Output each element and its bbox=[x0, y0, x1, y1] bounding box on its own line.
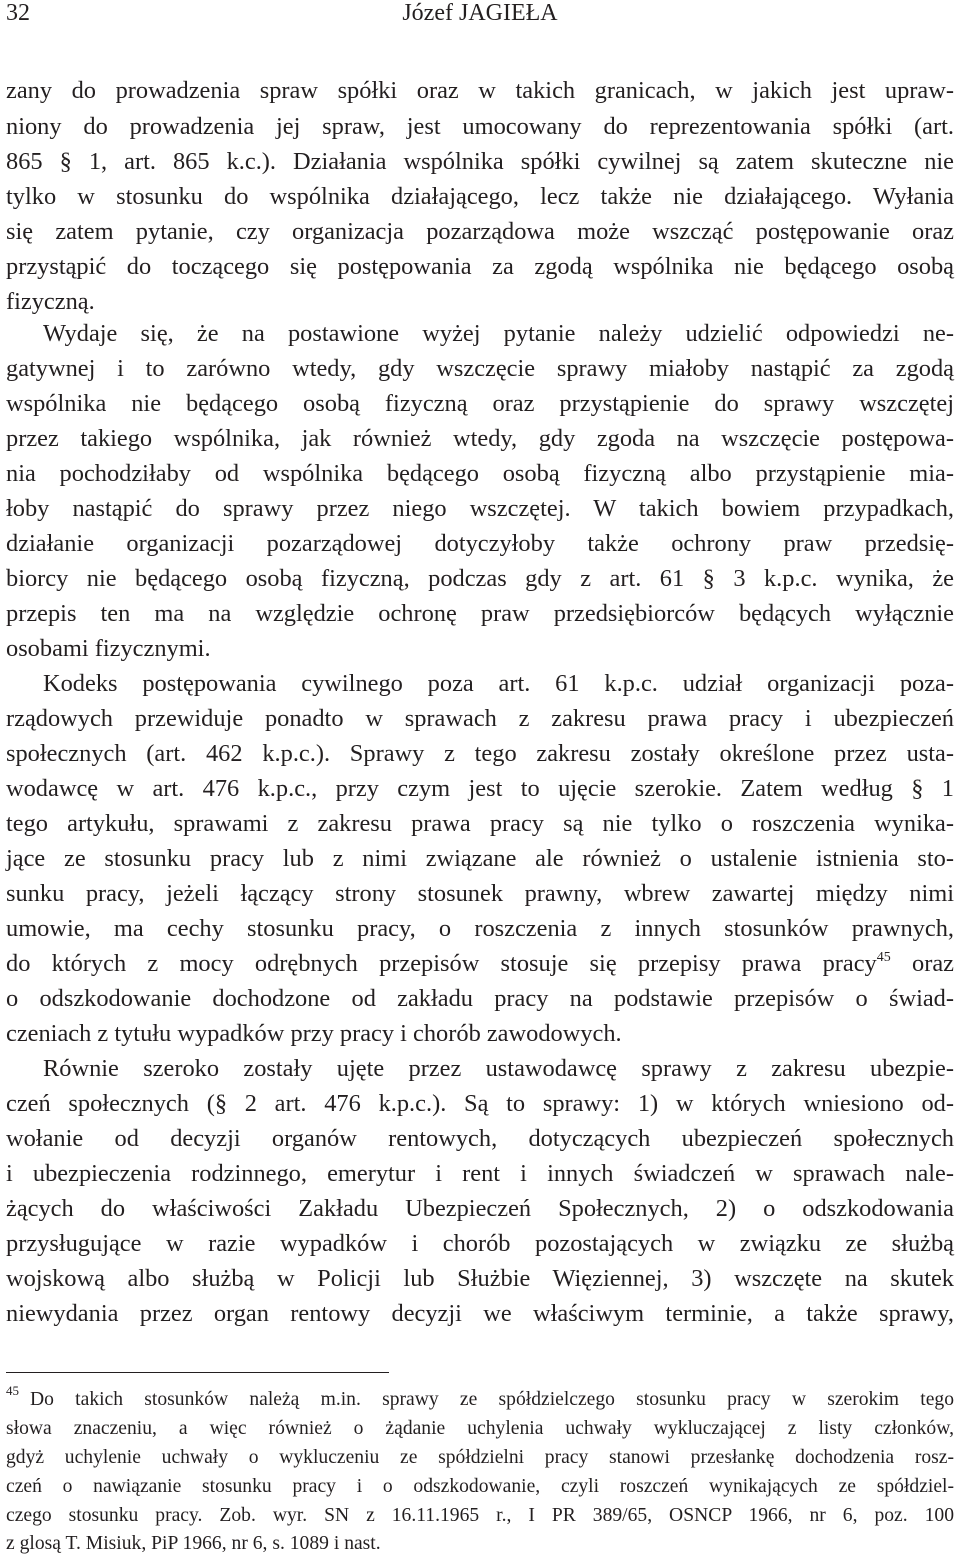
body-line: wodawcę w art. 476 k.p.c., przy czym jest to ujęcie szerokie. Zatem według § 1 bbox=[6, 775, 954, 802]
body-line: czeń społecznych (§ 2 art. 476 k.p.c.). Są to sprawy: 1) w których wniesiono od- bbox=[6, 1090, 954, 1117]
body-line: rządowych przewiduje ponadto w sprawach z zakresu prawa pracy i ubezpieczeń bbox=[6, 705, 954, 732]
footnote-line: Do takich stosunków należą m.in. sprawy ze spółdzielczego stosunku pracy w szerokim tego bbox=[30, 1389, 954, 1410]
body-line: żących do właściwości Zakładu Ubezpieczeń Społecznych, 2) o odszkodowania bbox=[6, 1195, 954, 1222]
body-line: sunku pracy, jeżeli łączący strony stosunek prawny, wbrew zawartej między nimi bbox=[6, 880, 954, 907]
running-head: Józef JAGIEŁA bbox=[402, 0, 558, 26]
footnote-line: słowa znaczeniu, a więc również o żądanie uchylenia uchwały wykluczającej z listy członków, bbox=[6, 1418, 954, 1439]
body-line: tylko w stosunku do wspólnika działającego, lecz także nie działającego. Wyłania bbox=[6, 183, 954, 210]
body-line: fizyczną. bbox=[6, 288, 95, 315]
body-line: zany do prowadzenia spraw spółki oraz w takich granicach, w jakich jest upraw- bbox=[6, 77, 954, 104]
body-line: przystąpić do toczącego się postępowania za zgodą wspólnika nie będącego osobą bbox=[6, 253, 954, 280]
body-line: czeniach z tytułu wypadków przy pracy i chorób zawodowych. bbox=[6, 1020, 622, 1047]
body-line: osobami fizycznymi. bbox=[6, 635, 211, 662]
body-line: tego artykułu, sprawami z zakresu prawa pracy są nie tylko o roszczenia wynika- bbox=[6, 810, 954, 837]
body-line: umowie, ma cechy stosunku pracy, o roszczenia z innych stosunków prawnych, bbox=[6, 915, 954, 942]
footnote-line: czeń o nawiązanie stosunku pracy i o odszkodowanie, czyli roszczeń wynikających ze spółdziel- bbox=[6, 1476, 954, 1497]
body-line: działanie organizacji pozarządowej dotyczyłoby także ochrony praw przedsię- bbox=[6, 530, 954, 557]
footnote-separator bbox=[6, 1372, 389, 1373]
body-line: Równie szeroko zostały ujęte przez ustawodawcę sprawy z zakresu ubezpie- bbox=[43, 1055, 954, 1082]
footnote-line: gdyż uchylenie uchwały o wykluczeniu ze spółdzielni pracy stanowi przesłankę dochodzenia rosz- bbox=[6, 1447, 954, 1468]
body-line: nia pochodziłaby od wspólnika będącego osobą fizyczną albo przystąpienie mia- bbox=[6, 460, 954, 487]
body-line: łoby nastąpić do sprawy przez niego wszczętej. W takich bowiem przypadkach, bbox=[6, 495, 954, 522]
body-line bbox=[6, 950, 954, 978]
body-line: się zatem pytanie, czy organizacja pozarządowa może wszcząć postępowanie oraz bbox=[6, 218, 954, 245]
body-line: przez takiego wspólnika, jak również wtedy, gdy zgoda na wszczęcie postępowa- bbox=[6, 425, 954, 452]
body-line: wojskową albo służbą w Policji lub Służbie Więziennej, 3) wszczęte na skutek bbox=[6, 1265, 954, 1292]
body-line: gatywnej i to zarówno wtedy, gdy wszczęcie sprawy miałoby nastąpić za zgodą bbox=[6, 355, 954, 382]
body-line-tail: oraz bbox=[912, 950, 954, 977]
body-line: 865 § 1, art. 865 k.c.). Działania wspólnika spółki cywilnej są zatem skuteczne nie bbox=[6, 148, 954, 175]
body-line: społecznych (art. 462 k.p.c.). Sprawy z tego zakresu zostały określone przez usta- bbox=[6, 740, 954, 767]
body-line: niewydania przez organ rentowy decyzji we właściwym terminie, a także sprawy, bbox=[6, 1300, 954, 1327]
body-line: i ubezpieczenia rodzinnego, emerytur i rent i innych świadczeń w sprawach nale- bbox=[6, 1160, 954, 1187]
footnote-line: czego stosunku pracy. Zob. wyr. SN z 16.11.1965 r., I PR 389/65, OSNCP 1966, nr 6, poz. 100 bbox=[6, 1505, 954, 1526]
footnote-line: z glosą T. Misiuk, PiP 1966, nr 6, s. 1089 i nast. bbox=[6, 1533, 381, 1554]
page-header bbox=[0, 0, 960, 34]
footnote-number: 45 bbox=[6, 1383, 19, 1398]
body-line: o odszkodowanie dochodzone od zakładu pracy na podstawie przepisów o świad- bbox=[6, 985, 954, 1012]
body-line: przysługujące w razie wypadków i chorób pozostających w związku ze służbą bbox=[6, 1230, 954, 1257]
body-line: jące ze stosunku pracy lub z nimi związane ale również o ustalenie istnienia sto- bbox=[6, 845, 954, 872]
body-line: wspólnika nie będącego osobą fizyczną oraz przystąpienie do sprawy wszczętej bbox=[6, 390, 954, 417]
body-line-text: do których z mocy odrębnych przepisów stosuje się przepisy prawa pracy bbox=[6, 950, 877, 977]
body-line: Kodeks postępowania cywilnego poza art. 61 k.p.c. udział organizacji poza- bbox=[43, 670, 954, 697]
footnote-reference[interactable]: 45 bbox=[876, 950, 891, 965]
body-line: niony do prowadzenia jej spraw, jest umocowany do reprezentowania spółki (art. bbox=[6, 113, 954, 140]
body-line: przepis ten ma na względzie ochronę praw przedsiębiorców będących wyłącznie bbox=[6, 600, 954, 627]
body-line: Wydaje się, że na postawione wyżej pytanie należy udzielić odpowiedzi ne- bbox=[43, 320, 954, 347]
body-line: wołanie od decyzji organów rentowych, dotyczących ubezpieczeń społecznych bbox=[6, 1125, 954, 1152]
body-line: biorcy nie będącego osobą fizyczną, podczas gdy z art. 61 § 3 k.p.c. wynika, że bbox=[6, 565, 954, 592]
page-number: 32 bbox=[6, 0, 30, 26]
